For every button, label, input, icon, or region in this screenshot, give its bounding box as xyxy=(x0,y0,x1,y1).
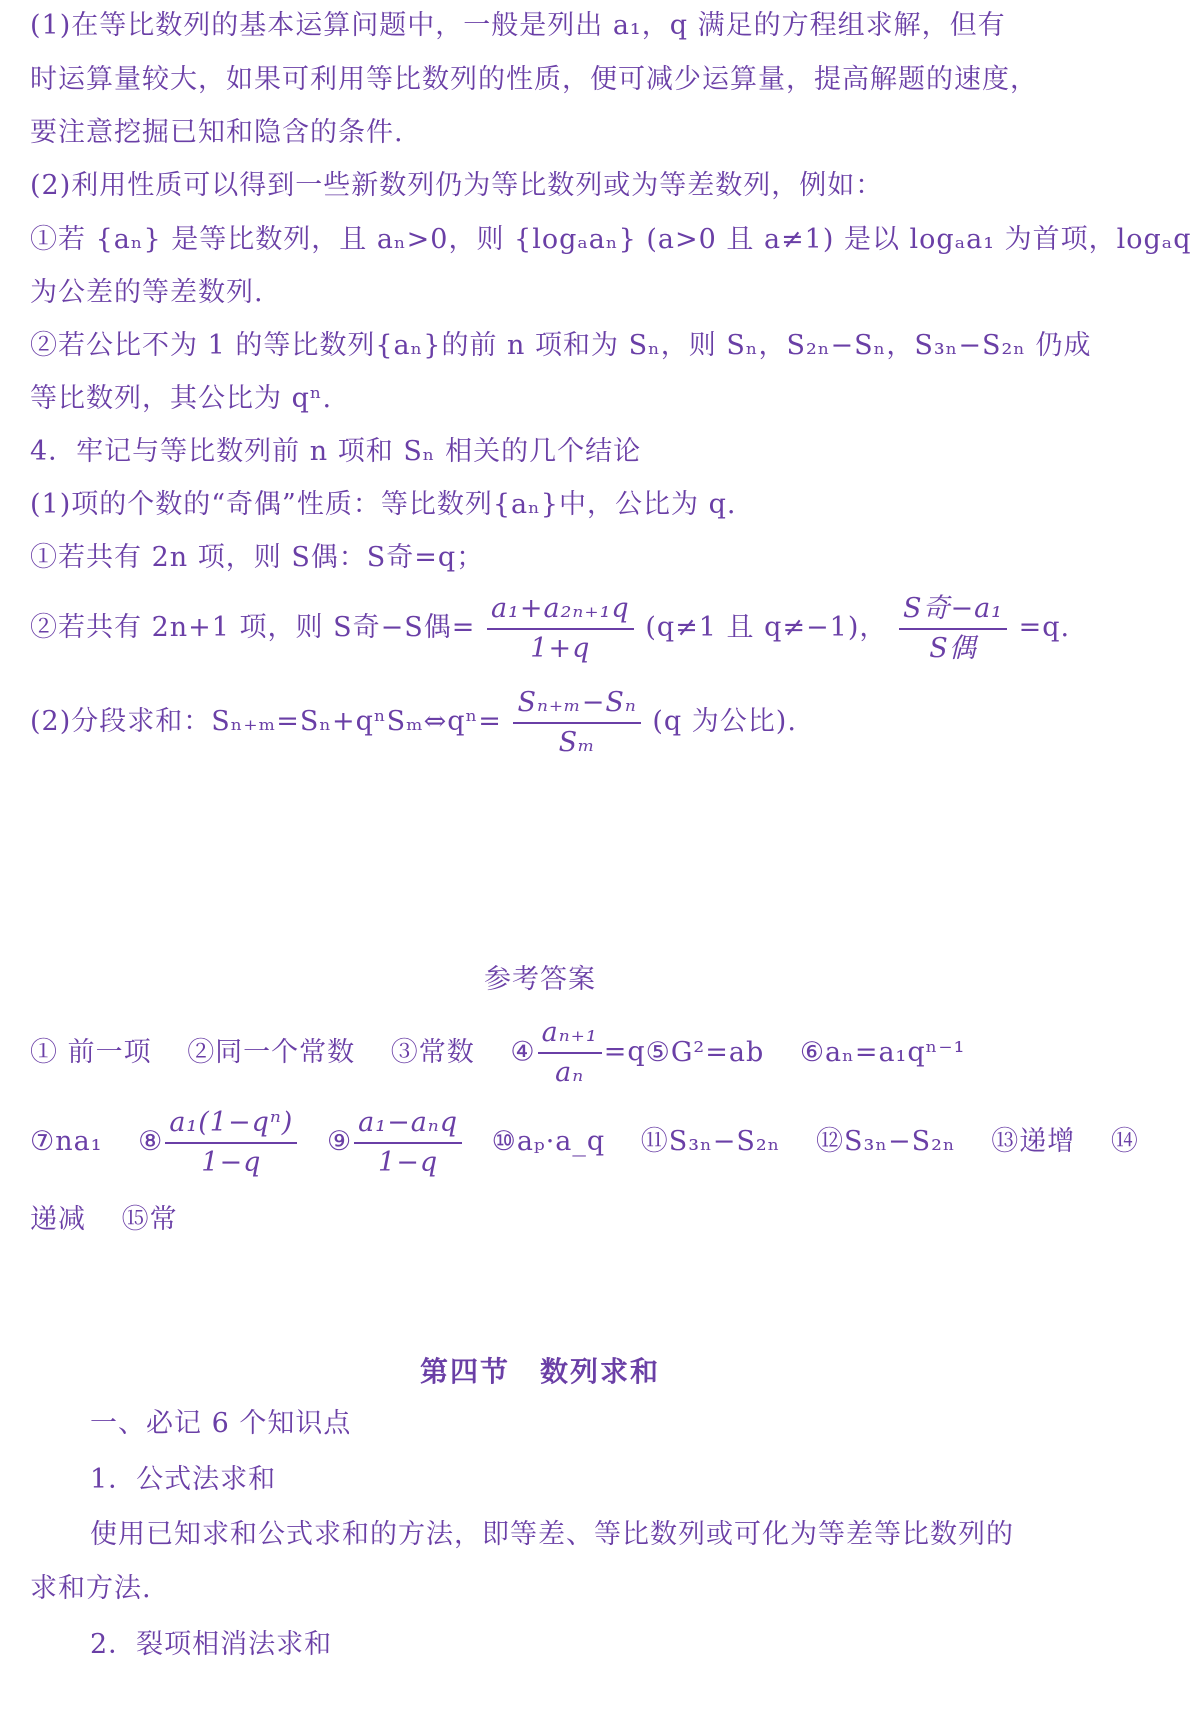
answer-item: ⑪S₃ₙ−S₂ₙ xyxy=(640,1126,781,1157)
formula-text: =q. xyxy=(1018,612,1071,643)
fraction-denominator: S偶 xyxy=(929,632,977,664)
answer-item: ⑧ xyxy=(138,1126,164,1157)
paragraph-line: ②若公比不为 1 的等比数列{aₙ}的前 n 项和为 Sₙ，则 Sₙ，S₂ₙ−Sₙ，S₃ₙ−S₂ₙ 仍成 xyxy=(30,330,1092,361)
formula-line xyxy=(30,682,1050,762)
fraction xyxy=(354,1104,462,1182)
fraction-numerator: aₙ₊₁ xyxy=(538,1014,602,1054)
formula-text: (q 为公比). xyxy=(652,706,797,737)
formula-text: ②若共有 2n+1 项，则 S奇−S偶= xyxy=(30,612,476,643)
formula-line xyxy=(30,588,1071,668)
paragraph-line: ①若共有 2n 项，则 S偶：S奇=q； xyxy=(30,542,485,573)
fraction-denominator: 1−q xyxy=(378,1146,439,1178)
fraction-denominator: 1+q xyxy=(530,632,591,664)
fraction-numerator: a₁(1−qⁿ) xyxy=(165,1104,297,1144)
answer-item: =q xyxy=(603,1036,646,1068)
paragraph-line: (2)利用性质可以得到一些新数列仍为等比数列或为等差数列，例如： xyxy=(30,170,884,201)
paragraph-line: (1)在等比数列的基本运算问题中，一般是列出 a₁，q 满足的方程组求解，但有 xyxy=(30,10,1006,41)
fraction-numerator: Sₙ₊ₘ−Sₙ xyxy=(513,684,640,724)
paragraph-line: ①若 {aₙ} 是等比数列，且 aₙ>0，则 {logₐaₙ} (a>0 且 a≠1) 是以 logₐa₁ 为首项，logₐq xyxy=(30,224,1192,255)
answer-item: ⑩aₚ·a_q xyxy=(491,1126,606,1157)
answer-row xyxy=(30,1014,1050,1092)
fraction-denominator: aₙ xyxy=(555,1057,585,1088)
formula-text: (q≠1 且 q≠−1)， xyxy=(645,612,888,643)
answer-item: ③常数 xyxy=(390,1036,475,1068)
fraction-denominator: Sₘ xyxy=(558,726,596,758)
fraction-numerator: a₁+a₂ₙ₊₁q xyxy=(487,590,634,630)
fraction-numerator: a₁−aₙq xyxy=(354,1104,462,1144)
answer-item: 递减 xyxy=(30,1204,86,1235)
fraction xyxy=(165,1104,297,1182)
answer-row xyxy=(30,1102,1139,1182)
section-title: 第四节 数列求和 xyxy=(419,1355,660,1388)
paragraph-line: 要注意挖掘已知和隐含的条件. xyxy=(30,117,404,148)
answer-item: ②同一个常数 xyxy=(187,1036,356,1068)
fraction xyxy=(487,590,634,668)
answer-item: ① 前一项 xyxy=(30,1036,152,1068)
paragraph-line: (1)项的个数的“奇偶”性质：等比数列{aₙ}中，公比为 q. xyxy=(30,489,737,520)
answers-heading: 参考答案 xyxy=(484,964,596,995)
answer-item: ④ xyxy=(510,1036,536,1068)
answer-row xyxy=(30,1202,1050,1238)
fraction xyxy=(513,684,640,762)
answer-item: ⑨ xyxy=(326,1126,353,1157)
paragraph-line: 求和方法. xyxy=(30,1573,152,1604)
fraction-numerator: S奇−a₁ xyxy=(899,590,1007,630)
paragraph-line: 使用已知求和公式求和的方法，即等差、等比数列或可化为等差等比数列的 xyxy=(90,1519,1014,1550)
answer-item: ⑭ xyxy=(1110,1126,1139,1157)
formula-text: (2)分段求和：Sₙ₊ₘ=Sₙ+qⁿSₘ⇔qⁿ= xyxy=(30,706,502,737)
paragraph-line: 时运算量较大，如果可利用等比数列的性质，便可减少运算量，提高解题的速度， xyxy=(30,64,1038,95)
answer-item: ⑮常 xyxy=(121,1204,178,1235)
fraction-denominator: 1−q xyxy=(201,1146,262,1178)
answer-item: ⑥aₙ=a₁qⁿ⁻¹ xyxy=(799,1036,966,1068)
fraction xyxy=(538,1014,602,1092)
item-heading: 1．公式法求和 xyxy=(90,1464,277,1495)
subsection-heading: 一、必记 6 个知识点 xyxy=(90,1408,352,1439)
paragraph-line: 为公差的等差数列. xyxy=(30,277,264,308)
answer-item: ⑬递增 xyxy=(991,1126,1076,1157)
paragraph-line: 等比数列，其公比为 qⁿ. xyxy=(30,383,333,414)
answer-item: ⑦na₁ xyxy=(30,1126,103,1157)
answer-item: ⑤G²=ab xyxy=(645,1036,765,1068)
fraction xyxy=(899,590,1007,668)
item-heading: 2．裂项相消法求和 xyxy=(90,1629,333,1660)
answer-item: ⑫S₃ₙ−S₂ₙ xyxy=(816,1126,956,1157)
section-heading: 4．牢记与等比数列前 n 项和 Sₙ 相关的几个结论 xyxy=(30,436,642,467)
